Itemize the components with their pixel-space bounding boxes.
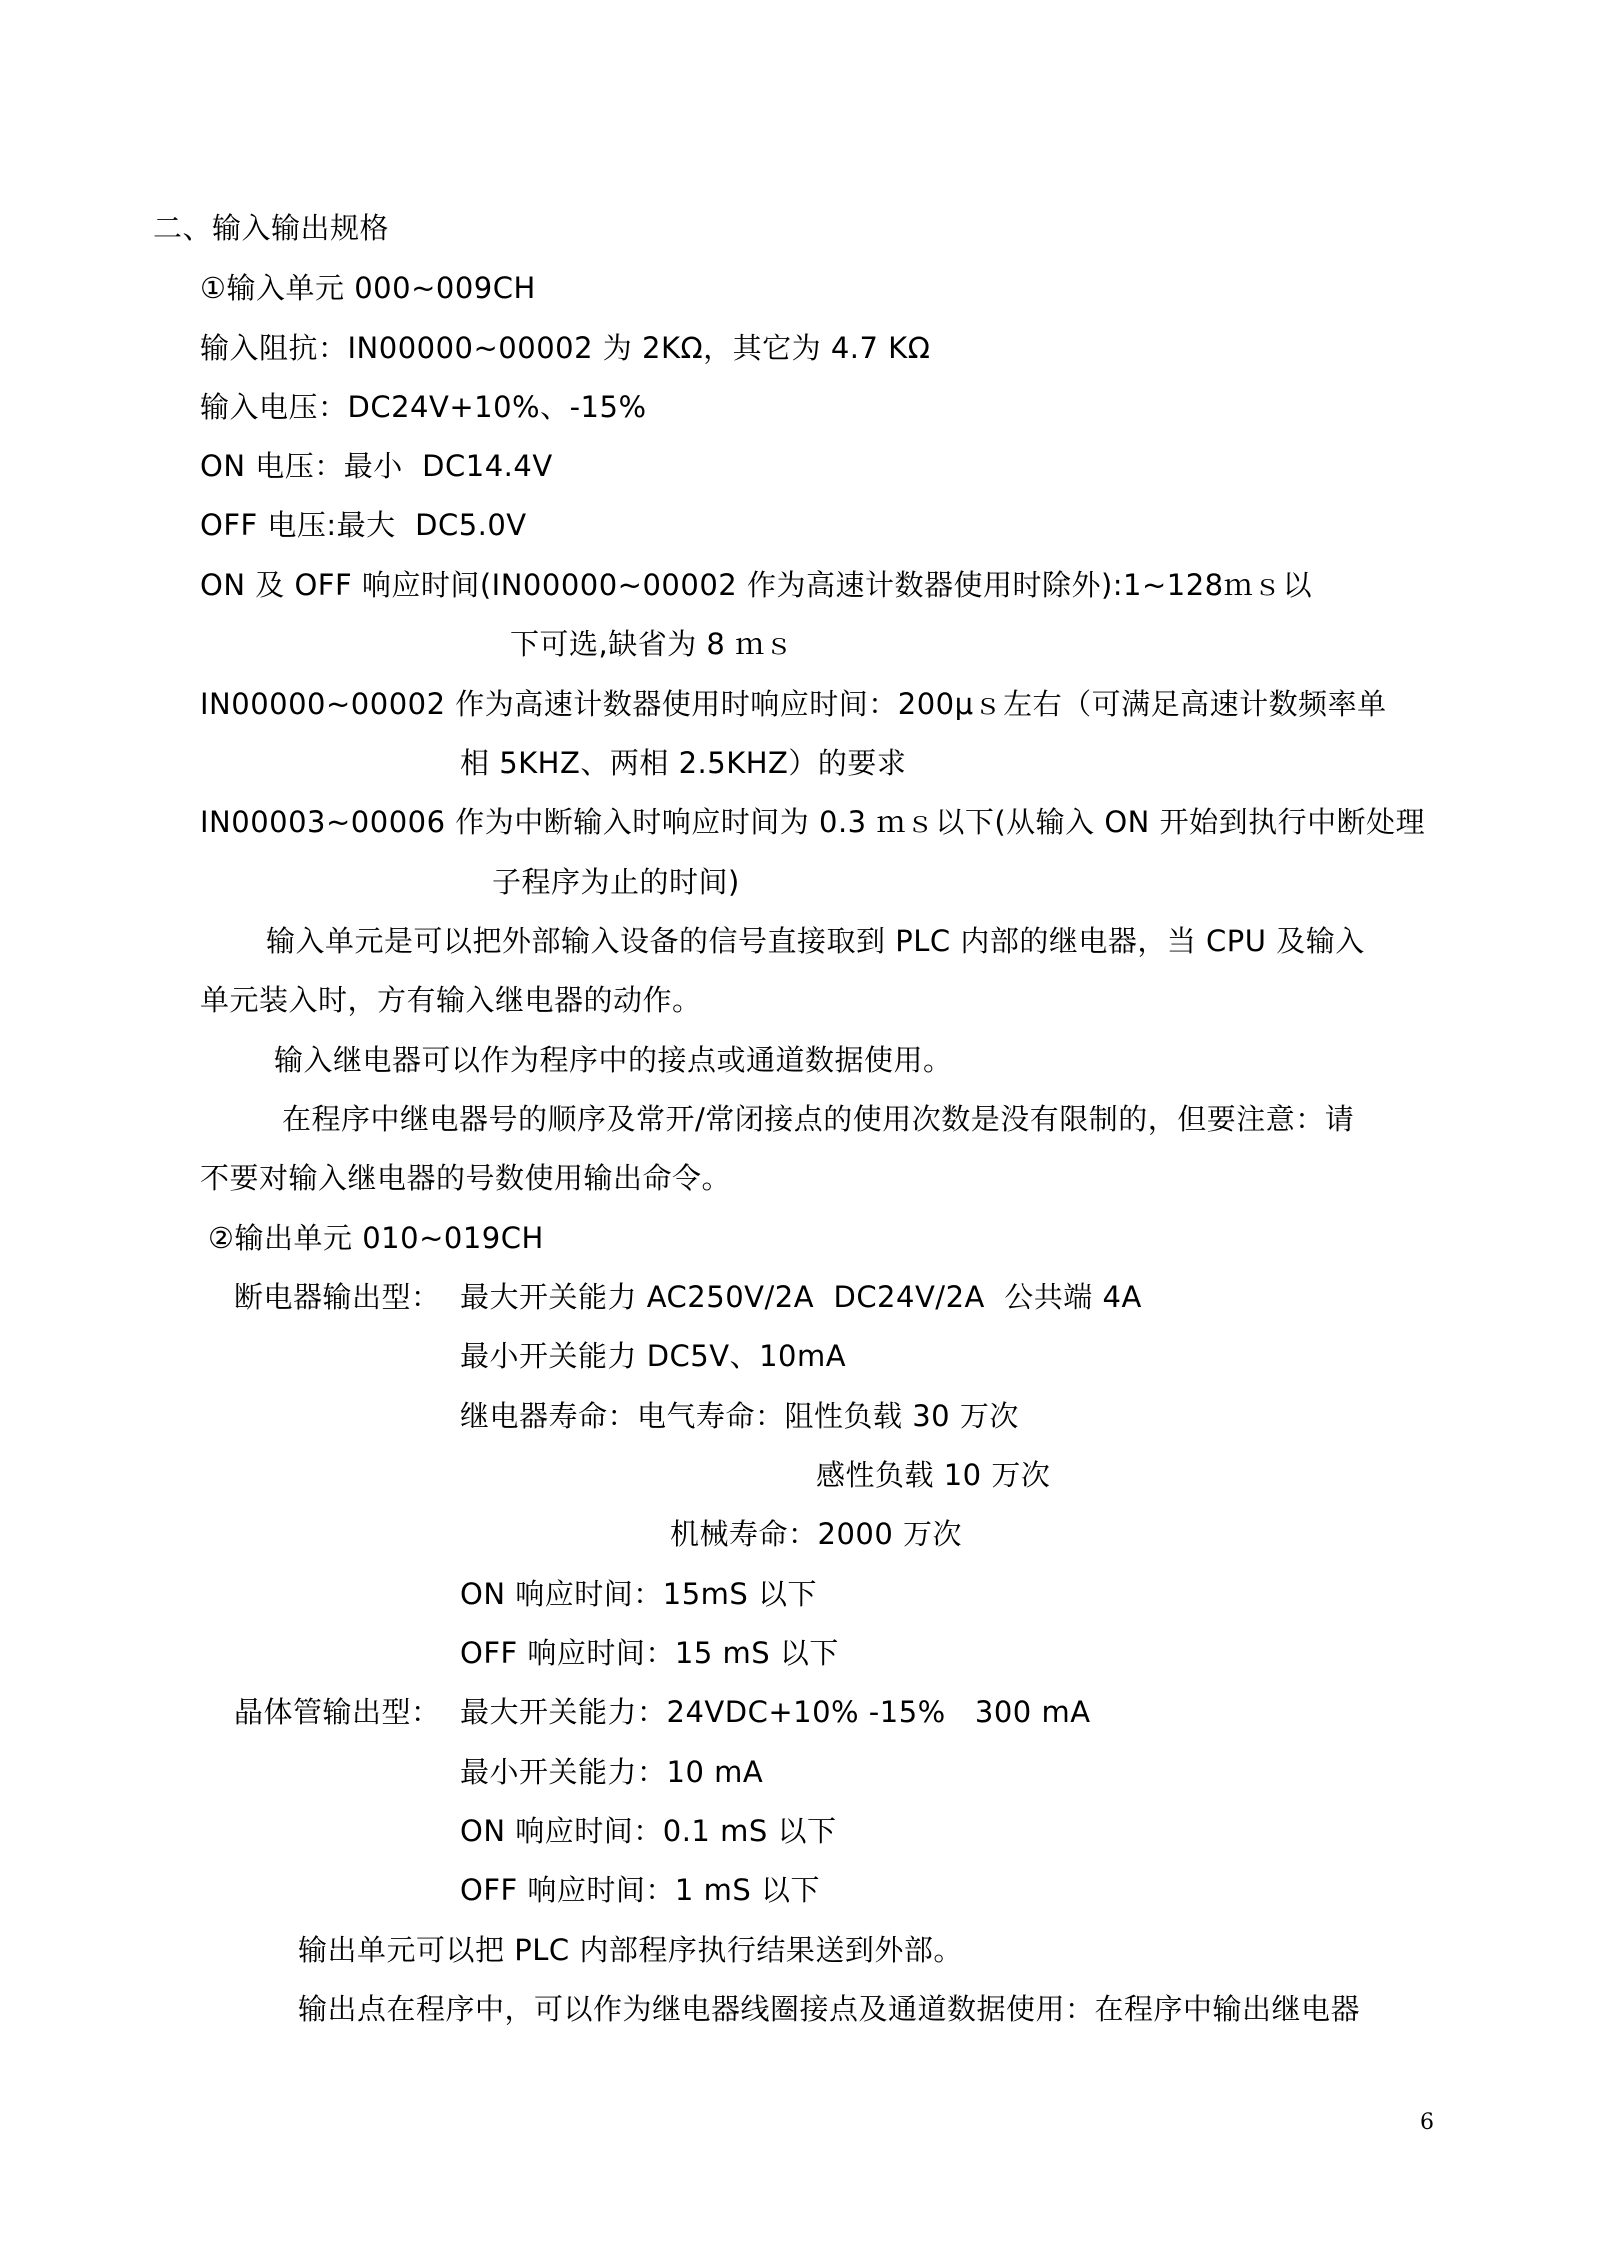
relay-max-capacity: 最大开关能力 AC250V/2A DC24V/2A 公共端 4A: [460, 1280, 1142, 1314]
input-unit-heading: ①输入单元 000~009CH: [200, 271, 536, 305]
relay-inductive-load: 感性负载 10 万次: [816, 1458, 1051, 1492]
relay-mechanical-life: 机械寿命：2000 万次: [670, 1517, 963, 1551]
transistor-output-label: 晶体管输出型：: [234, 1695, 441, 1729]
input-impedance: 输入阻抗：IN00000~00002 为 2KΩ，其它为 4.7 KΩ: [200, 331, 931, 365]
relay-on-response: ON 响应时间：15mS 以下: [460, 1577, 818, 1611]
input-paragraph-3-line-1: 在程序中继电器号的顺序及常开/常闭接点的使用次数是没有限制的，但要注意：请: [282, 1102, 1355, 1136]
relay-min-capacity: 最小开关能力 DC5V、10mA: [460, 1339, 847, 1373]
relay-output-label: 断电器输出型：: [234, 1280, 441, 1314]
hs-counter-line-2: 相 5KHZ、两相 2.5KHZ）的要求: [460, 746, 907, 780]
relay-life: 继电器寿命：电气寿命：阻性负载 30 万次: [460, 1399, 1019, 1433]
transistor-off-response: OFF 响应时间：1 mS 以下: [460, 1873, 820, 1907]
transistor-min-capacity: 最小开关能力：10 mA: [460, 1755, 764, 1789]
off-voltage: OFF 电压:最大 DC5.0V: [200, 508, 527, 542]
input-paragraph-2: 输入继电器可以作为程序中的接点或通道数据使用。: [274, 1043, 953, 1077]
interrupt-line-2: 子程序为止的时间): [492, 865, 740, 899]
output-paragraph-2: 输出点在程序中，可以作为继电器线圈接点及通道数据使用：在程序中输出继电器: [298, 1992, 1361, 2026]
relay-off-response: OFF 响应时间：15 mS 以下: [460, 1636, 839, 1670]
response-time-line-1: ON 及 OFF 响应时间(IN00000~00002 作为高速计数器使用时除外):1~128ｍｓ以: [200, 568, 1313, 602]
section-title: 二、输入输出规格: [153, 211, 390, 245]
input-paragraph-1-line-1: 输入单元是可以把外部输入设备的信号直接取到 PLC 内部的继电器，当 CPU 及输入: [266, 924, 1365, 958]
hs-counter-line-1: IN00000~00002 作为高速计数器使用时响应时间：200μｓ左右（可满足高速计数频率单: [200, 687, 1387, 721]
interrupt-line-1: IN00003~00006 作为中断输入时响应时间为 0.3 ｍｓ以下(从输入 ON 开始到执行中断处理: [200, 805, 1426, 839]
response-time-line-2: 下可选,缺省为 8 ｍｓ: [510, 627, 795, 661]
input-paragraph-1-line-2: 单元装入时，方有输入继电器的动作。: [200, 983, 702, 1017]
input-paragraph-3-line-2: 不要对输入继电器的号数使用输出命令。: [200, 1161, 732, 1195]
page-number: 6: [1420, 2110, 1434, 2135]
on-voltage: ON 电压：最小 DC14.4V: [200, 449, 553, 483]
output-paragraph-1: 输出单元可以把 PLC 内部程序执行结果送到外部。: [298, 1933, 963, 1967]
transistor-on-response: ON 响应时间：0.1 mS 以下: [460, 1814, 837, 1848]
output-unit-heading: ②输出单元 010~019CH: [208, 1221, 544, 1255]
input-voltage: 输入电压：DC24V+10%、-15%: [200, 390, 647, 424]
transistor-max-capacity: 最大开关能力：24VDC+10% -15% 300 mA: [460, 1695, 1091, 1729]
